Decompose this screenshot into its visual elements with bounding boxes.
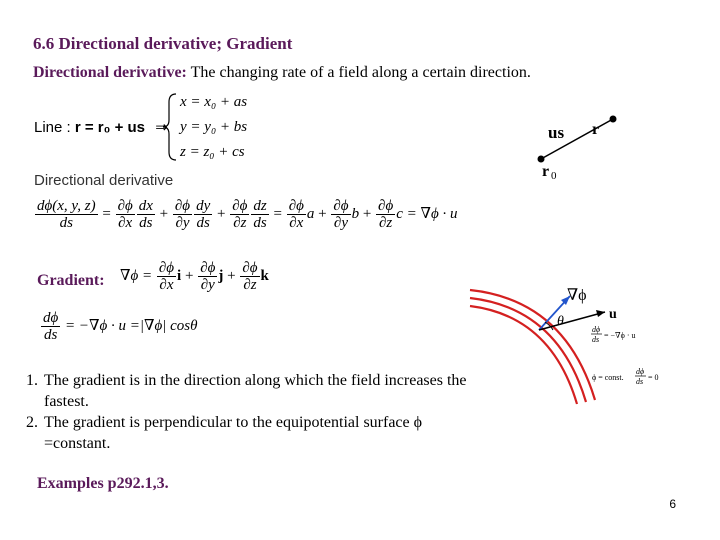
definition-text: The changing rate of a field along a certain direction. bbox=[186, 64, 531, 81]
point-2: 2. The gradient is perpendicular to the equipotential surface ϕ =constant. bbox=[42, 412, 468, 454]
point-r bbox=[610, 116, 617, 123]
brace-icon bbox=[160, 92, 180, 162]
param-x: x = x₀ + as bbox=[180, 94, 248, 110]
line-label: Line : bbox=[34, 119, 75, 136]
dd-equation: $\frac{d\phi(x, y, z)}{ds}$ = $\frac{\partial\phi}{\partial x}$ $\frac{dx}{ds}$ + $\frac{\partial\phi}{\partial y}$ $\frac{dy}{ds}$ + $\frac{\partial\phi}{\partial z}$ $\frac{dz}{ds}$ = $\frac{\partial\phi}{\partial x}$ a + $\frac{\partial\phi}{\partial y}$ b + $\frac{\partial\phi}{\partial z}$ c = ∇ϕ · u bbox=[37, 198, 458, 231]
label-r0-sub: 0 bbox=[551, 170, 557, 182]
gradient-lhs: ∇ϕ = bbox=[120, 267, 153, 284]
surface-rate: = 0 bbox=[648, 373, 659, 382]
key-points bbox=[8, 370, 468, 454]
gradient-rel: = −∇ϕ · u =|∇ϕ| cosθ bbox=[65, 317, 198, 334]
point-1: 1. The gradient is in the direction along which the field increases the fastest. bbox=[42, 370, 468, 412]
label-us: us bbox=[548, 123, 565, 142]
grad-label: ∇ϕ bbox=[567, 287, 587, 304]
definition-line bbox=[33, 64, 531, 82]
u-label: u bbox=[609, 307, 617, 322]
dd-lhs-num: dϕ(x, y, z) bbox=[37, 198, 96, 214]
point-r0 bbox=[538, 156, 545, 163]
implies-arrow: ⇒ bbox=[155, 119, 168, 136]
equipotential-curve-mid bbox=[470, 298, 586, 402]
gradient-label: Gradient: bbox=[37, 272, 105, 289]
definition-label: Directional derivative: bbox=[33, 64, 187, 81]
examples-note: Examples p292.1,3. bbox=[37, 475, 169, 492]
gradient-relation: $\frac{d\phi}{ds}$ = −∇ϕ · u =|∇ϕ| cosθ bbox=[43, 310, 198, 343]
theta-label: θ bbox=[557, 314, 564, 329]
line-equation bbox=[34, 118, 168, 136]
label-r0: r bbox=[542, 163, 550, 180]
dd-lhs bbox=[35, 198, 98, 231]
surface-rate-den: ds bbox=[636, 377, 644, 386]
surface-rate-num: dϕ bbox=[636, 367, 645, 376]
dd-heading: Directional derivative bbox=[34, 172, 174, 189]
rate-label: = −∇ϕ · u bbox=[604, 331, 636, 340]
surface-label: ϕ = const. bbox=[592, 373, 624, 382]
rate-num: dϕ bbox=[592, 325, 601, 334]
gradient-equation: ∇ϕ = $\frac{\partial\phi}{\partial x}$ i + $\frac{\partial\phi}{\partial y}$ j + $\frac{\partial\phi}{\partial z}$ k bbox=[120, 260, 269, 293]
line-direction-figure bbox=[520, 100, 640, 190]
u-arrowhead-icon bbox=[596, 310, 605, 317]
slide-title: 6.6 Directional derivative; Gradient bbox=[33, 34, 293, 53]
dd-rhs-tail: c = ∇ϕ · u bbox=[396, 205, 458, 222]
gradient-figure bbox=[465, 270, 690, 410]
slide-number: 6 bbox=[669, 497, 676, 511]
equipotential-curve-outer bbox=[470, 290, 595, 400]
rate-den: ds bbox=[592, 335, 600, 344]
param-y: y = y₀ + bs bbox=[180, 119, 248, 135]
label-r: r bbox=[592, 121, 600, 138]
line-eq: r = r₀ + us bbox=[74, 119, 146, 136]
dd-lhs-den: ds bbox=[59, 215, 73, 231]
param-z: z = z₀ + cs bbox=[180, 144, 245, 160]
